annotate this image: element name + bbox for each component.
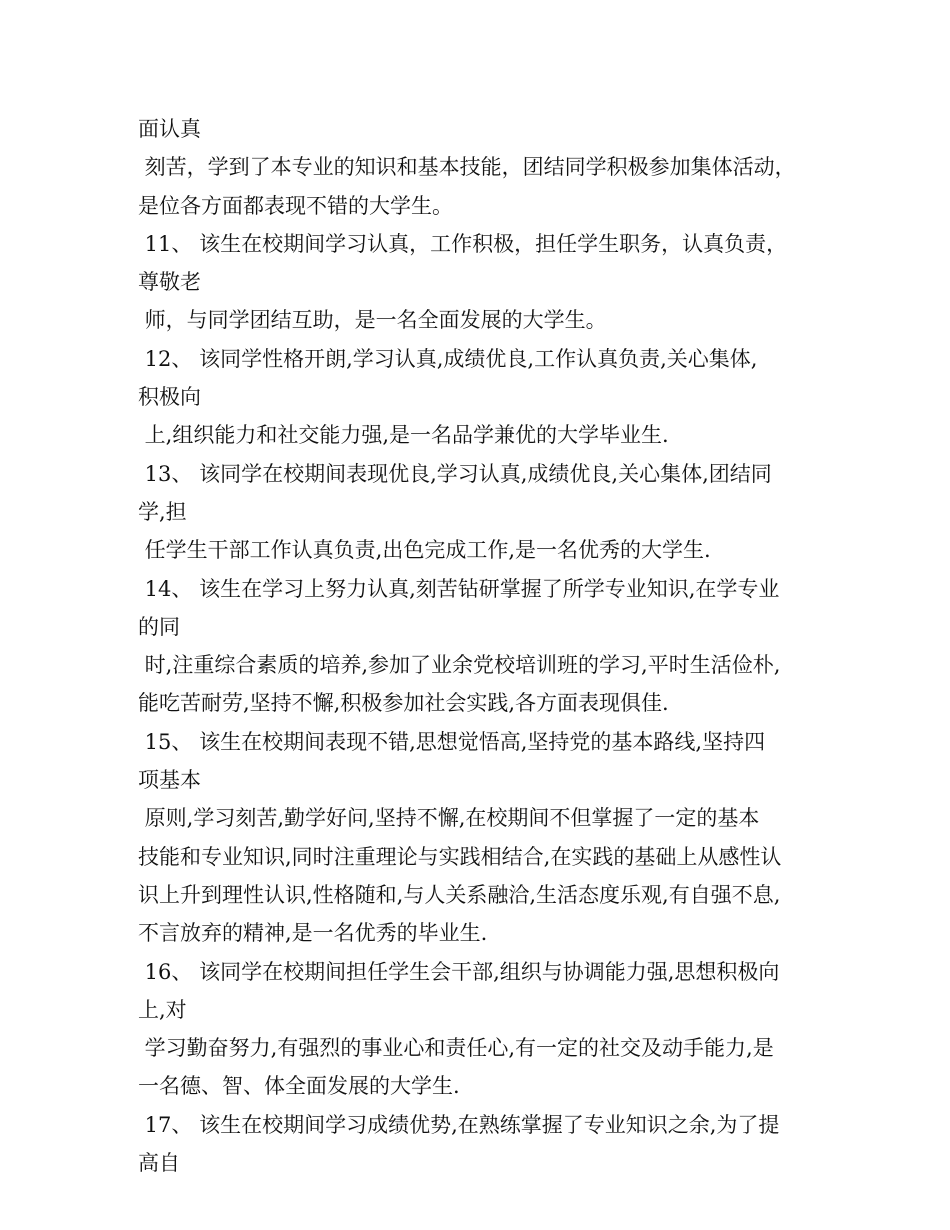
text-line: 15、 该生在校期间表现不错,思想觉悟高,坚持党的基本路线,坚持四 bbox=[138, 729, 766, 754]
text-line: 11、 该生在校期间学习认真，工作积极，担任学生职务，认真负责， bbox=[138, 231, 788, 256]
text-line: 12、 该同学性格开朗,学习认真,成绩优良,工作认真负责,关心集体, bbox=[138, 346, 758, 371]
text-line: 学,担 bbox=[138, 499, 187, 524]
text-line: 师，与同学团结互助，是一名全面发展的大学生。 bbox=[138, 308, 607, 333]
text-line: 不言放弃的精神,是一名优秀的毕业生. bbox=[138, 921, 488, 946]
text-line: 刻苦，学到了本专业的知识和基本技能，团结同学积极参加集体活动， bbox=[138, 155, 796, 180]
text-line: 高自 bbox=[138, 1151, 180, 1176]
text-line: 识上升到理性认识,性格随和,与人关系融洽,生活态度乐观,有自强不息, bbox=[138, 882, 781, 907]
text-line: 积极向 bbox=[138, 385, 201, 410]
document-body bbox=[138, 114, 828, 1186]
text-line: 项基本 bbox=[138, 768, 201, 793]
text-line: 16、 该同学在校期间担任学生会干部,组织与协调能力强,思想积极向 bbox=[138, 959, 780, 984]
text-line: 时,注重综合素质的培养,参加了业余党校培训班的学习,平时生活俭朴, bbox=[138, 653, 781, 678]
text-line: 的同 bbox=[138, 614, 180, 639]
text-line: 学习勤奋努力,有强烈的事业心和责任心,有一定的社交及动手能力,是 bbox=[138, 1036, 774, 1061]
text-line: 13、 该同学在校期间表现优良,学习认真,成绩优良,关心集体,团结同 bbox=[138, 461, 772, 486]
text-line: 面认真 bbox=[138, 117, 201, 141]
text-line: 一名德、智、体全面发展的大学生. bbox=[138, 1074, 460, 1099]
text-line: 技能和专业知识,同时注重理论与实践相结合,在实践的基础上从感性认 bbox=[138, 844, 782, 869]
text-line: 任学生干部工作认真负责,出色完成工作,是一名优秀的大学生. bbox=[138, 538, 711, 563]
text-line: 14、 该生在学习上努力认真,刻苦钻研掌握了所学专业知识,在学专业 bbox=[138, 576, 780, 601]
text-line: 上,组织能力和社交能力强,是一名品学兼优的大学毕业生. bbox=[138, 423, 669, 448]
text-line: 尊敬老 bbox=[138, 270, 201, 295]
text-line: 能吃苦耐劳,坚持不懈,积极参加社会实践,各方面表现俱佳. bbox=[138, 691, 669, 716]
text-line: 上,对 bbox=[138, 997, 187, 1022]
text-line: 17、 该生在校期间学习成绩优势,在熟练掌握了专业知识之余,为了提 bbox=[138, 1112, 780, 1137]
text-line: 原则,学习刻苦,勤学好问,坚持不懈,在校期间不但掌握了一定的基本 bbox=[138, 806, 760, 831]
text-line: 是位各方面都表现不错的大学生。 bbox=[138, 193, 453, 218]
